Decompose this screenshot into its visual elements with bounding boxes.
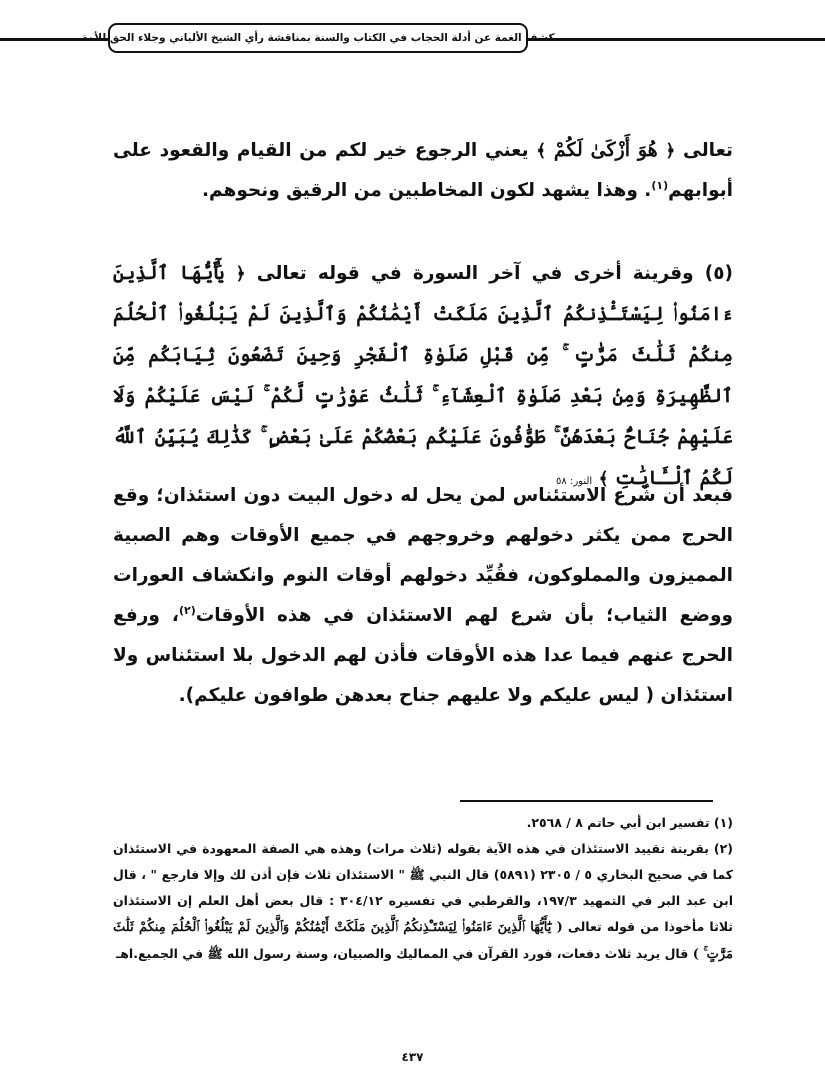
paragraph-2-intro: (٥) وقرينة أخرى في آخر السورة في قوله تعالى (256, 263, 733, 284)
footnote-marker-2: (٢) (178, 603, 196, 617)
paragraph-1 (113, 130, 733, 211)
footnote-1: (١) تفسير ابن أبي حاتم ٨ / ٢٥٦٨. (526, 815, 733, 830)
paragraph-1-intro: تعالى (682, 140, 733, 161)
verse-reference: النور: ٥٨ (556, 476, 593, 487)
paragraph-3-text2: ، ورفع الحرج عنهم فيما عدا هذه الأوقات فأذن لهم الدخول بلا استئناس ولا استئذان ( ليس عليكم ولا عليهم جناح بعدهن طوافون عليكم). (113, 605, 733, 706)
header-rule-right (528, 38, 825, 41)
quran-close-bracket: ﴾ (598, 469, 609, 489)
footnote-marker-1: (١) (651, 178, 669, 192)
paragraph-3 (113, 476, 733, 716)
footnote-2-quran: ( يَٰٓأَيُّهَا ٱلَّذِينَ ءَامَنُوا۟ لِيَسْتَـْٔذِنكُمُ ٱلَّذِينَ مَلَكَتْ أَيْمَٰنُكُمْ وَٱلَّذِينَ لَمْ يَبْلُغُوا۟ ٱلْحُلُمَ مِنكُمْ ثَلَٰثَ مَرَّٰتٍ ۚ ) (113, 920, 733, 962)
footnote-2-text: (٢) بقرينة تقييد الاستئذان في هذه الآية بقوله (ثلاث مرات) وهذه هي الصفة المعهودة في الاستئذان كما في صحيح البخاري ٥ / ٢٣٠٥ (٥٨٩١) قال النبي ﷺ " الاستئذان ثلاث فإن أذن لك وإلا فارجع " ، قال ابن عبد البر في التمهيد ١٩٧/٣، والقرطبي في تفسيره ٣٠٤/١٢ : قال بعض أهل العلم إن الاستئذان ثلاثا مأخوذا من قوله تعالى (113, 841, 734, 934)
quran-open-bracket: ﴿ (665, 141, 676, 161)
quran-verse-2: يَٰٓأَيُّهَا ٱلَّذِينَ ءَامَنُوا۟ لِيَسْتَـْٔذِنكُمُ ٱلَّذِينَ مَلَكَتْ أَيْمَٰنُكُمْ وَٱلَّذِينَ لَمْ يَبْلُغُوا۟ ٱلْحُلُمَ مِنكُمْ ثَلَٰثَ مَرَّٰتٍ ۚ مِّن قَبْلِ صَلَوٰةِ ٱلْفَجْرِ وَحِينَ تَضَعُونَ ثِيَابَكُم مِّنَ ٱلظَّهِيرَةِ وَمِنۢ بَعْدِ صَلَوٰةِ ٱلْعِشَآءِ ۚ ثَلَٰثُ عَوْرَٰتٍ لَّكُمْ ۚ لَيْسَ عَلَيْكُمْ وَلَا عَلَيْهِمْ جُنَاحٌۢ بَعْدَهُنَّ ۚ طَوَّٰفُونَ عَلَيْكُم بَعْضُكُمْ عَلَىٰ بَعْضٍ ۚ كَذَٰلِكَ يُبَيِّنُ ٱللَّهُ لَكُمُ ٱلْـَٔايَٰتِ (113, 262, 733, 489)
footnote-2 (113, 836, 733, 968)
quran-verse-1: هُوَ أَزْكَىٰ لَكُمْ (553, 139, 658, 161)
paragraph-3-text: فبعد أن شُرع الاستئناس لمن يحل له دخول البيت دون استئذان؛ وقع الحرج ممن يكثر دخولهم وخروجهم في جميع الأوقات وهم الصبية المميزون والمملوكون، فقُيِّد دخولهم أوقات النوم وانكشاف العورات ووضع الثياب؛ بأن شرع لهم الاستئذان في هذه الأوقات (113, 485, 733, 626)
footnotes (113, 810, 733, 968)
running-header (81, 23, 555, 53)
paragraph-2 (113, 253, 733, 502)
quran-close-bracket: ﴾ (536, 141, 547, 161)
footnote-separator (460, 800, 713, 802)
paragraph-1-text2: . وهذا يشهد لكون المخاطبين من الرقيق ونحوهم. (201, 180, 652, 201)
paragraph-1-text: يعني الرجوع خير لكم من القيام والقعود على أبوابهم (113, 140, 733, 201)
footnote-2-text2: قال يريد ثلاث دفعات، فورد القرآن في المماليك والصبيان، وسنة رسول الله ﷺ في الجميع.اهـ (115, 946, 689, 961)
page-number: ٤٣٧ (401, 1050, 424, 1064)
running-header-title: كشف الغمة عن أدلة الحجاب في الكتاب والسنة بمناقشة رأي الشيخ الألباني وجلاء الحق للأمة (81, 32, 555, 44)
quran-open-bracket: ﴿ (235, 264, 246, 284)
